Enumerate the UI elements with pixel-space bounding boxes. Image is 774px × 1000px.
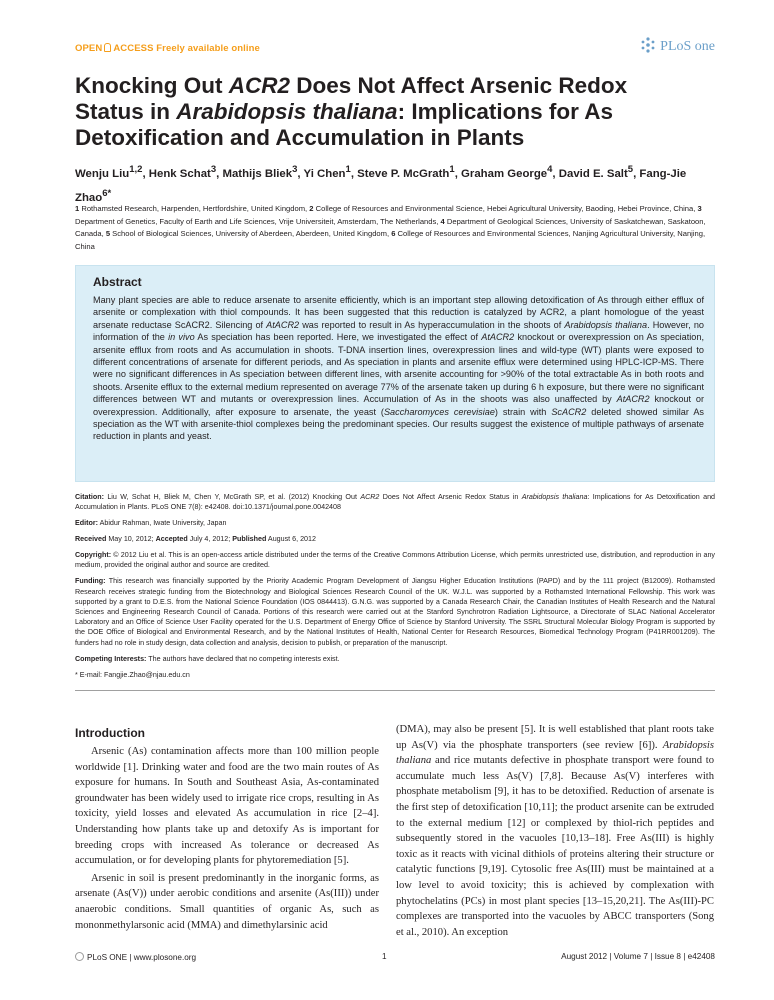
body-column-left (75, 744, 379, 935)
article-title: Knocking Out ACR2 Does Not Affect Arsenic Redox Status in Arabidopsis thaliana: Implications for As Detoxification and Accumulation in Plants (75, 73, 628, 150)
competing-interests: Competing Interests: The authors have declared that no competing interests exist. (75, 654, 340, 663)
funding: Funding: This research was financially supported by the Priority Academic Program Development of Jiangsu Higher Education Institutions (PAPD) and by the 111 project (B12009). Rothamsted Research receives strategic funding from the Biotechnology and Biological Sciences Research Council of the UK. W.J.L. was supported by a Rothamsted International Fellowship. This work was supported by a grant to D.E.S. from the National Science Foundation (IOS 0844413). G.N.G. was supported by a Canada Research Chair, the Canadian Institutes of Health Research and the Natural Sciences and Engineering Research Council of Canada. Portions of this research were carried out at the Stanford Synchrotron Radiation Lightsource, a Directorate of SLAC National Accelerator Laboratory and an Office of Science User Facility operated for the U.S. Department of Energy Office of Science by Stanford University. The SSRL Structural Molecular Biology Program is supported by the DOE Office of Biological and Environmental Research, and by the National Institutes of Health, National Center for Research Resources, Biomedical Technology Program (P41RR001209). The funders had no role in study design, data collection and analysis, decision to publish, or preparation of the manuscript. (75, 577, 715, 647)
article-metadata (75, 492, 715, 686)
abstract-text: Many plant species are able to reduce arsenate to arsenite efficiently, which is an important step allowing detoxification of As through either efflux of arsenite or complexation with thiol compounds. It has been suggested that this reduction is catalyzed by ACR2, a plant homologue of the yeast arsenate reductase ScACR2. Silencing of AtACR2 was reported to result in As hyperaccumulation in the shoots of Arabidopsis thaliana. However, no information of the in vivo As speciation has been reported. Here, we investigated the effect of AtACR2 knockout or overexpression on As speciation, arsenite efflux from roots and As accumulation in shoots. T-DNA insertion lines, overexpression lines and wild-type (WT) plants were exposed to different concentrations of arsenate for different periods, and As speciation in plants and arsenite efflux were determined using HPLC-ICP-MS. There were no significant differences in As speciation between different lines, with arsenite accounting for >90% of the total extractable As in both roots and shoots. Arsenite efflux to the external medium represented on average 77% of the arsenate taken up during 6 h exposure, but there were no significant differences between WT and mutants or overexpression lines. Accumulation of As in the shoots was also unaffected by AtACR2 knockout or overexpression. Additionally, after exposure to arsenate, the yeast (Saccharomyces cerevisiae) strain with ScACR2 deleted showed similar As speciation as the WT with arsenite-thiol complexes being the predominant species. Our results suggest the existence of multiple pathways of arsenate reduction in plants and yeast. (93, 295, 704, 442)
paragraph: Arsenic in soil is present predominantly in the inorganic forms, as arsenate (As(V)) under aerobic conditions and arsenite (As(III)) under anaerobic conditions. Small quantities of organic As, such as mononmethylarsonic acid (MMA) and dimethylarsinic acid (75, 872, 379, 931)
author-list: Wenju Liu$^{1,2}$, Henk Schat$^3$, Mathijs Bliek$^3$, Yi Chen$^1$, Steve P. McGrath$^1$, Graham George$^4$, David E. Salt$^5$, Fang-Jie Zhao$^{6*}$ (75, 164, 687, 204)
citation: Citation: Liu W, Schat H, Bliek M, Chen Y, McGrath SP, et al. (2012) Knocking Out ACR2 Does Not Affect Arsenic Redox Status in Arabidopsis thaliana: Implications for As Detoxification and Accumulation in Plants. PLoS ONE 7(8): e42408. doi:10.1371/journal.pone.0042408 (75, 493, 716, 512)
email: * E-mail: Fangjie.Zhao@njau.edu.cn (75, 670, 190, 679)
footer-journal: PLoS ONE | www.plosone.org (75, 952, 196, 962)
abstract-box (75, 265, 715, 482)
plos-dots-icon (639, 36, 657, 54)
section-divider (75, 690, 715, 691)
page-number: 1 (382, 952, 387, 961)
body-column-right (396, 722, 714, 942)
editor: Editor: Abidur Rahman, Iwate University, Japan (75, 519, 227, 528)
affiliations: 1 Rothamsted Research, Harpenden, Hertfordshire, United Kingdom, 2 College of Resources and Environmental Science, Hebei Agricultural University, Baoding, Hebei Province, China, 3 Department of Genetics, Faculty of Earth and Life Sciences, Vrije Universiteit, Amsterdam, The Netherlands, 4 Department of Geological Sciences, University of Saskatchewan, Saskatoon, Canada, 5 School of Biological Sciences, University of Aberdeen, Aberdeen, United Kingdom, 6 College of Resources and Environmental Sciences, Nanjing Agricultural University, Nanjing, China (75, 204, 706, 251)
paragraph: (DMA), may also be present [5]. It is well established that plant roots take up As(V) via the phosphate transporters (see review [6]). Arabidopsis thaliana and rice mutants defective in phosphate transport were found to accumulate much less As(V) [7,8]. Because As(V) interferes with phosphate metabolism [9], it has to be detoxified. Reduction of arsenate is the first step of detoxification [10,11]; the product arsenite can be extruded to the external medium [12] or complexed by thiol-rich peptides and subsequently stored in the vacuoles [10,13–18]. Free As(III) is highly toxic as it reacts with vicinal dithiols of proteins altering their structure or catalytic functions [9,19]. Cytosolic free As(III) must be maintained at a low level to avoid toxicity; this is achieved by complexation with phytochelatins (PCs) in most plant species [13–15,20,21]. The As(III)-PC complexes are transported into the vacuoles by ABCC transporters (Song et al., 2010). An exception (396, 724, 714, 938)
dates: Received May 10, 2012; Accepted July 4, 2012; Published August 6, 2012 (75, 535, 316, 544)
copyright: Copyright: © 2012 Liu et al. This is an open-access article distributed under the terms of the Creative Commons Attribution License, which permits unrestricted use, distribution, and reproduction in any medium, provided the original author and source are credited. (75, 551, 715, 570)
journal-logo: PLoS one (639, 36, 715, 55)
open-access-label: OPEN ACCESS Freely available online (75, 43, 260, 54)
plos-footer-icon (75, 952, 84, 961)
open-lock-icon (104, 43, 111, 52)
footer-issue: August 2012 | Volume 7 | Issue 8 | e42408 (561, 952, 715, 961)
page-footer (75, 952, 715, 966)
introduction-heading: Introduction (75, 726, 145, 740)
abstract-heading: Abstract (93, 275, 142, 289)
journal-header (75, 36, 715, 66)
paragraph: Arsenic (As) contamination affects more than 100 million people worldwide [1]. Drinking water and food are the two main routes of As exposure for humans. In South and Southeast Asia, As-contaminated groundwater has been widely used to irrigate rice crops, resulting in As toxicity, yield losses and elevated As accumulation in rice [2–4]. Understanding how plants take up and detoxify As is important for breeding crops with increased As tolerance or decreased As accumulation, or for developing plants for phytoremediation [5]. (75, 746, 379, 867)
